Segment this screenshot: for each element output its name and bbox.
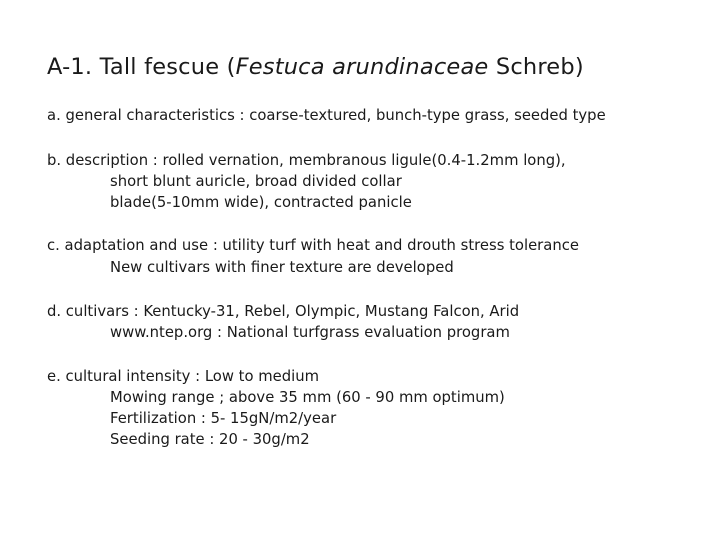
- item-b-description: b. description : rolled vernation, membranous ligule(0.4-1.2mm long),: [47, 152, 566, 169]
- item-e-mowing-range: Mowing range ; above 35 mm (60 - 90 mm optimum): [110, 389, 505, 406]
- title-latin-name: Festuca arundinaceae: [235, 54, 489, 80]
- item-e-fertilization: Fertilization : 5- 15gN/m2/year: [110, 410, 337, 427]
- item-c-adaptation-line2: New cultivars with finer texture are developed: [110, 259, 454, 276]
- item-b-description-line3: blade(5-10mm wide), contracted panicle: [110, 194, 412, 211]
- slide-title: [47, 52, 584, 82]
- title-suffix: Schreb): [488, 54, 584, 80]
- item-a-general-characteristics: a. general characteristics : coarse-textured, bunch-type grass, seeded type: [47, 107, 606, 124]
- item-b-description-line2: short blunt auricle, broad divided collar: [110, 173, 402, 190]
- item-d-cultivars: d. cultivars : Kentucky-31, Rebel, Olympic, Mustang Falcon, Arid: [47, 303, 520, 320]
- item-c-adaptation-and-use: c. adaptation and use : utility turf with heat and drouth stress tolerance: [47, 237, 579, 254]
- item-e-cultural-intensity: e. cultural intensity : Low to medium: [47, 368, 320, 385]
- title-prefix: A-1. Tall fescue (: [47, 54, 236, 80]
- item-d-cultivars-line2: www.ntep.org : National turfgrass evaluation program: [110, 324, 510, 341]
- item-e-seeding-rate: Seeding rate : 20 - 30g/m2: [110, 431, 310, 448]
